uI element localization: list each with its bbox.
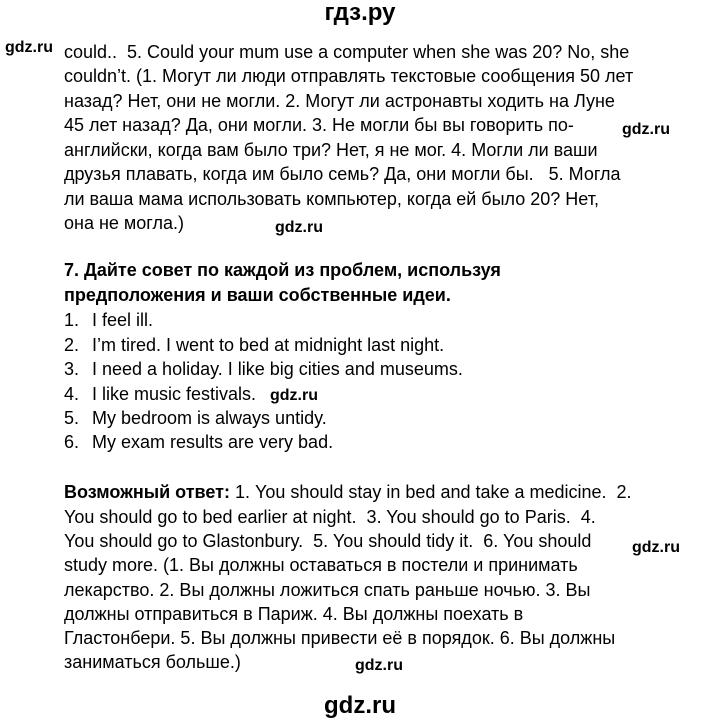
page-header-title: гдз.ру — [324, 0, 396, 26]
answer-line: должны отправиться в Париж. 4. Вы должны поехать в — [64, 604, 524, 624]
paragraph-line: друзья плавать, когда им было семь? Да, они могли бы. 5. Могла — [64, 164, 621, 184]
list-item-number: 4. — [64, 384, 80, 404]
list-item-number: 1. — [64, 310, 80, 330]
watermark-text: gdz.ru — [355, 657, 403, 674]
exercise-heading-line: предположения и ваши собственные идеи. — [64, 285, 451, 305]
watermark-text: gdz.ru — [275, 219, 323, 236]
list-item-number: 5. — [64, 408, 80, 428]
paragraph-line: 45 лет назад? Да, они могли. 3. Не могли бы вы говорить по- — [64, 115, 574, 135]
watermark-text: gdz.ru — [622, 121, 670, 138]
problem-list-item — [64, 382, 256, 406]
list-item-text: My bedroom is always untidy. — [92, 408, 327, 428]
answer-line: study more. (1. Вы должны оставаться в постели и принимать — [64, 555, 578, 575]
paragraph-line: couldn’t. (1. Могут ли люди отправлять текстовые сообщения 50 лет — [64, 66, 634, 86]
problem-list-item — [64, 430, 333, 454]
list-item-number: 3. — [64, 359, 80, 379]
paragraph-line: английски, когда вам было три? Нет, я не мог. 4. Могли ли ваши — [64, 140, 598, 160]
exercise-heading-line: 7. Дайте совет по каждой из проблем, используя — [64, 260, 501, 280]
problem-list-item — [64, 406, 327, 430]
list-item-text: I’m tired. I went to bed at midnight last night. — [92, 335, 445, 355]
answer-line: заниматься больше.) — [64, 652, 241, 672]
answer-line: лекарство. 2. Вы должны ложиться спать раньше ночью. 3. Вы — [64, 580, 591, 600]
paragraph-line: назад? Нет, они не могли. 2. Могут ли астронавты ходить на Луне — [64, 91, 615, 111]
answer-line-text: 1. You should stay in bed and take a medicine. 2. — [234, 482, 632, 502]
watermark-text: gdz.ru — [632, 539, 680, 556]
paragraph-line: could.. 5. Could your mum use a computer when she was 20? No, she — [64, 42, 630, 62]
answer-label: Возможный ответ: — [64, 482, 230, 502]
paragraph-line: ли ваша мама использовать компьютер, когда ей было 20? Нет, — [64, 189, 599, 209]
problem-list-item — [64, 308, 153, 332]
list-item-text: I feel ill. — [92, 310, 154, 330]
list-item-number: 2. — [64, 335, 80, 355]
list-item-number: 6. — [64, 432, 80, 452]
list-item-text: I need a holiday. I like big cities and museums. — [92, 359, 463, 379]
watermark-text: gdz.ru — [270, 387, 318, 404]
problem-list-item — [64, 333, 444, 357]
answer-line: Гластонбери. 5. Вы должны привести её в порядок. 6. Вы должны — [64, 628, 616, 648]
list-item-text: My exam results are very bad. — [92, 432, 334, 452]
answer-line — [64, 480, 632, 504]
answer-line: You should go to bed earlier at night. 3. You should go to Paris. 4. — [64, 507, 596, 527]
watermark-text: gdz.ru — [5, 39, 53, 56]
list-item-text: I like music festivals. — [92, 384, 257, 404]
answer-line: You should go to Glastonbury. 5. You should tidy it. 6. You should — [64, 531, 592, 551]
footer-site-name: gdz.ru — [324, 692, 396, 719]
problem-list-item — [64, 357, 463, 381]
paragraph-line: она не могла.) — [64, 213, 184, 233]
